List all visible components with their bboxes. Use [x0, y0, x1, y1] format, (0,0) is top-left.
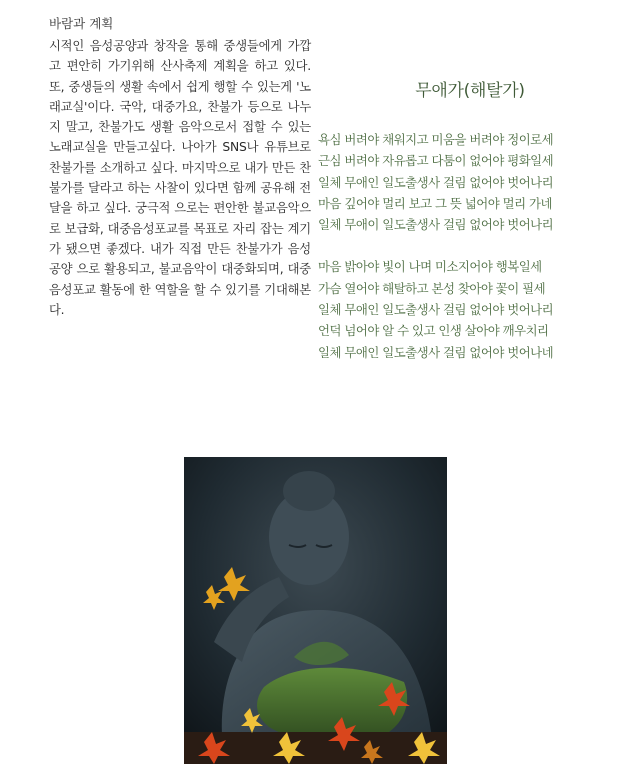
- lyric-line: 일체 무애인 일도출생사 걸림 없어야 벗어나리: [318, 302, 554, 318]
- essay-column: [49, 14, 311, 320]
- song-lyrics: [318, 76, 590, 363]
- buddha-statue-photo: [184, 457, 447, 764]
- lyric-line: 가슴 열어야 해탈하고 본성 찾아야 꽃이 필세: [318, 280, 546, 296]
- essay-paragraph: 시적인 음성공양과 창작을 통해 중생들에게 가깝고 편안히 가기위해 산사축제 계획을 하고 있다. 또, 중생들의 생활 속에서 쉽게 행할 수 있는게 '노래교실'이다. 국악, 대중가요, 찬불가 등으로 나누지 말고, 찬불가도 생활 음악으로서 접할 수 있는 노래교실을 만들고싶다. 나아가 SNS나 유튜브로 찬불가를 소개하고 싶다. 마지막으로 내가 만든 찬불가를 달라고 하는 사찰이 있다면 함께 공유해 전달을 하고 싶다. 궁극적 으로는 편안한 불교음악으로 보급화, 대중음성포교를 목표로 자리 잡는 계기가 됐으면 좋겠다. 내가 직접 만든 찬불가가 음성공양 으로 활용되고, 불교음악이 대중화되며, 대중음성포교 활동에 한 역할을 할 수 있기를 기대해본다.: [49, 39, 311, 317]
- lyric-line: 언덕 넘어야 알 수 있고 인생 살아야 깨우치리: [318, 323, 549, 339]
- lyric-line: 마음 밝아야 빛이 나며 미소지어야 행복일세: [318, 259, 542, 275]
- song-title: 무애가(해탈가): [415, 81, 525, 101]
- lyric-line: 마음 깊어야 멀리 보고 그 뜻 넓어야 멀리 가네: [318, 195, 552, 211]
- lyric-line: 일체 무애인 일도출생사 걸림 없어야 벗어나리: [318, 174, 554, 190]
- lyric-line: 욕심 버려야 채워지고 미움을 버려야 정이로세: [318, 132, 554, 147]
- lyric-line: 근심 버려야 자유롭고 다툼이 없어야 평화일세: [318, 153, 554, 169]
- section-heading: 바람과 계획: [49, 16, 114, 31]
- lyric-line: 일체 무애인 일도출생사 걸림 없어야 벗어나네: [318, 344, 554, 360]
- stanza-2: [318, 256, 590, 362]
- stanza-gap: [318, 235, 590, 256]
- stanza-1: [318, 129, 590, 235]
- lyric-line: 일체 무애이 일도출생사 걸림 없어야 벗어나리: [318, 217, 554, 233]
